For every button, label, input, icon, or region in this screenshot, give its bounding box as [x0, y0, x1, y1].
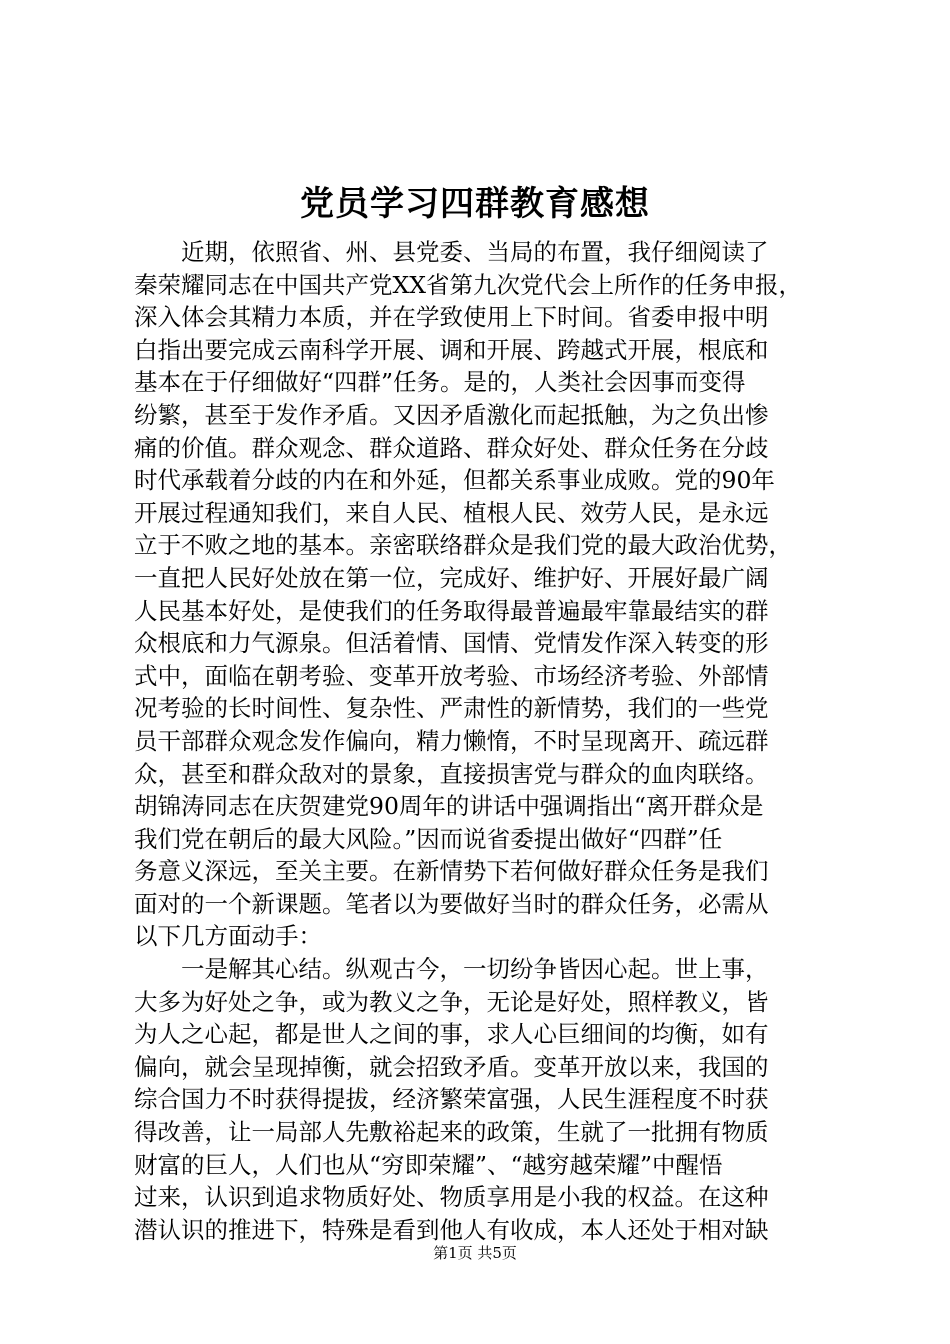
- body-text-line: 纷繁，甚至于发作矛盾。又因矛盾激化而起抵触，为之负出惨: [134, 400, 769, 429]
- page-footer: 第1页 共5页: [433, 1244, 517, 1262]
- body-text-line: 近期，依照省、州、县党委、当局的布置，我仔细阅读了: [134, 238, 769, 266]
- document-body: [134, 236, 838, 1246]
- body-text-line: 财富的巨人，人们也从“穷即荣耀”、“越穷越荣耀”中醒悟: [134, 1150, 723, 1179]
- body-text-line: 面对的一个新课题。笔者以为要做好当时的群众任务，必需从: [134, 889, 769, 918]
- body-text-line: 务意义深远，至关主要。在新情势下若何做好群众任务是我们: [134, 857, 769, 886]
- body-text-line: 胡锦涛同志在庆贺建党90周年的讲话中强调指出“离开群众是: [134, 792, 764, 821]
- body-text-line: 以下几方面动手：: [134, 922, 322, 951]
- body-text-line: 为人之心起，都是世人之间的事，求人心巨细间的均衡，如有: [134, 1020, 769, 1049]
- body-text-line: 偏向，就会呈现掉衡，就会招致矛盾。变革开放以来，我国的: [134, 1052, 769, 1081]
- body-text-line: 基本在于仔细做好“四群”任务。是的，人类社会因事而变得: [134, 368, 746, 397]
- body-text-line: 员干部群众观念发作偏向，精力懒惰，不时呈现离开、疏远群: [134, 726, 769, 755]
- body-text-line: 式中，面临在朝考验、变革开放考验、市场经济考验、外部情: [134, 661, 769, 690]
- body-text-line: 我们党在朝后的最大风险。”因而说省委提出做好“四群”任: [134, 824, 723, 853]
- body-text-line: 一直把人民好处放在第一位，完成好、维护好、开展好最广阔: [134, 563, 769, 592]
- body-text-line: 综合国力不时获得提拔，经济繁荣富强，人民生涯程度不时获: [134, 1085, 769, 1114]
- body-text-line: 开展过程通知我们，来自人民、植根人民、效劳人民，是永远: [134, 498, 769, 527]
- body-text-line: 痛的价值。群众观念、群众道路、群众好处、群众任务在分歧: [134, 433, 769, 462]
- document-title: 党员学习四群教育感想: [300, 184, 650, 224]
- body-text-line: 时代承载着分歧的内在和外延，但都关系事业成败。党的90年: [134, 466, 775, 495]
- body-text-line: 白指出要完成云南科学开展、调和开展、跨越式开展，根底和: [134, 335, 769, 364]
- body-text-line: 一是解其心结。纵观古今，一切纷争皆因心起。世上事，: [134, 955, 769, 984]
- body-text-line: 潜认识的推进下，特殊是看到他人有收成，本人还处于相对缺: [134, 1215, 769, 1244]
- body-text-line: 过来，认识到追求物质好处、物质享用是小我的权益。在这种: [134, 1183, 769, 1212]
- body-text-line: 大多为好处之争，或为教义之争，无论是好处，照样教义，皆: [134, 987, 769, 1016]
- body-text-line: 众，甚至和群众敌对的景象，直接损害党与群众的血肉联络。: [134, 759, 769, 788]
- body-text-line: 人民基本好处，是使我们的任务取得最普遍最牢靠最结实的群: [134, 596, 769, 625]
- body-text-line: 深入体会其精力本质，并在学致使用上下时间。省委申报中明: [134, 303, 769, 332]
- body-text-line: 立于不败之地的基本。亲密联络群众是我们党的最大政治优势，: [134, 531, 792, 560]
- body-text-line: 众根底和力气源泉。但活着情、国情、党情发作深入转变的形: [134, 629, 769, 658]
- body-text-line: 秦荣耀同志在中国共产党XX省第九次党代会上所作的任务申报，: [134, 270, 802, 299]
- body-text-line: 况考验的长时间性、复杂性、严肃性的新情势，我们的一些党: [134, 694, 769, 723]
- body-text-line: 得改善，让一局部人先敷裕起来的政策，生就了一批拥有物质: [134, 1118, 769, 1147]
